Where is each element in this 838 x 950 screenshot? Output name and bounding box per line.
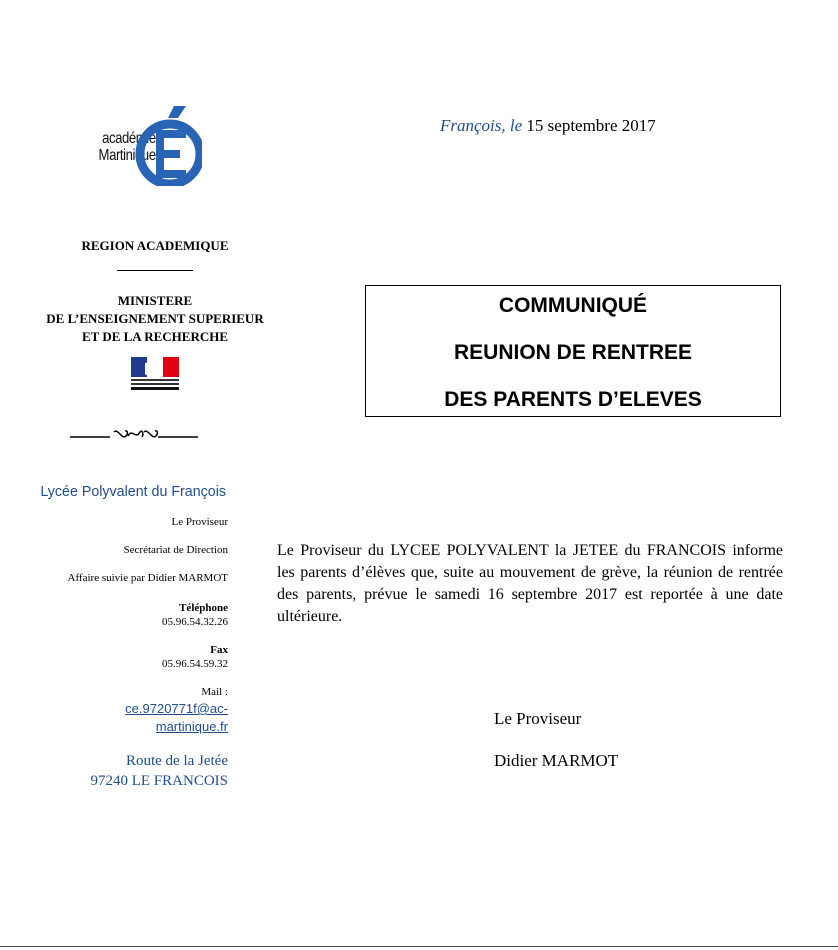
region-heading: REGION ACADEMIQUE: [81, 238, 229, 253]
ornament-divider-icon: [70, 426, 198, 444]
mail-link-line2[interactable]: martinique.fr: [155, 719, 228, 734]
body-paragraph: Le Proviseur du LYCEE POLYVALENT la JETEE du FRANCOIS informe les parents d’élèves que, suite au mouvement de grève, la réunion de rentrée des parents, prévue le samedi 16 septembre 2017 est reportée à une date ultérieure.: [277, 542, 783, 625]
date-value: 15 septembre 2017: [526, 116, 656, 135]
signature-name: Didier MARMOT: [494, 751, 619, 770]
date-line: [440, 116, 656, 136]
communique-box: [365, 285, 781, 417]
telephone-label: Téléphone: [179, 602, 228, 614]
marianne-flag-icon: [131, 357, 179, 393]
bottom-divider: [0, 946, 838, 947]
ministere-line: MINISTERE: [117, 293, 193, 308]
logo-line-academie: académie: [102, 130, 156, 147]
region-divider: [117, 270, 193, 271]
address-line1: Route de la Jetée: [125, 753, 228, 769]
affaire-label: Affaire suivie par Didier MARMOT: [67, 572, 228, 584]
fax-label: Fax: [210, 644, 228, 656]
address-line2: 97240 LE FRANCOIS: [90, 773, 228, 789]
secretariat-label: Secrétariat de Direction: [123, 544, 228, 556]
mail-link-block: [20, 700, 228, 736]
signature-title: Le Proviseur: [494, 709, 582, 728]
proviseur-label: Le Proviseur: [171, 516, 228, 528]
ministere-line: DE L’ENSEIGNEMENT SUPERIEUR: [46, 311, 264, 326]
lycee-name: Lycée Polyvalent du François: [40, 483, 227, 500]
communique-line1: REUNION DE RENTREE: [453, 341, 693, 364]
ministere-line: ET DE LA RECHERCHE: [81, 329, 229, 344]
communique-line2: DES PARENTS D’ELEVES: [444, 388, 702, 411]
telephone-value: 05.96.54.32.26: [162, 616, 228, 628]
academie-logo: [78, 104, 208, 186]
date-place: François, le: [440, 116, 523, 135]
ministere-heading: [20, 292, 290, 346]
communique-title: COMMUNIQUÉ: [498, 294, 648, 317]
fax-value: 05.96.54.59.32: [162, 658, 228, 670]
academie-e-icon: [134, 104, 202, 186]
mail-label: Mail :: [201, 686, 228, 698]
logo-line-martinique: Martinique: [98, 147, 156, 164]
mail-link-line1[interactable]: ce.9720771f@ac-: [125, 701, 228, 716]
